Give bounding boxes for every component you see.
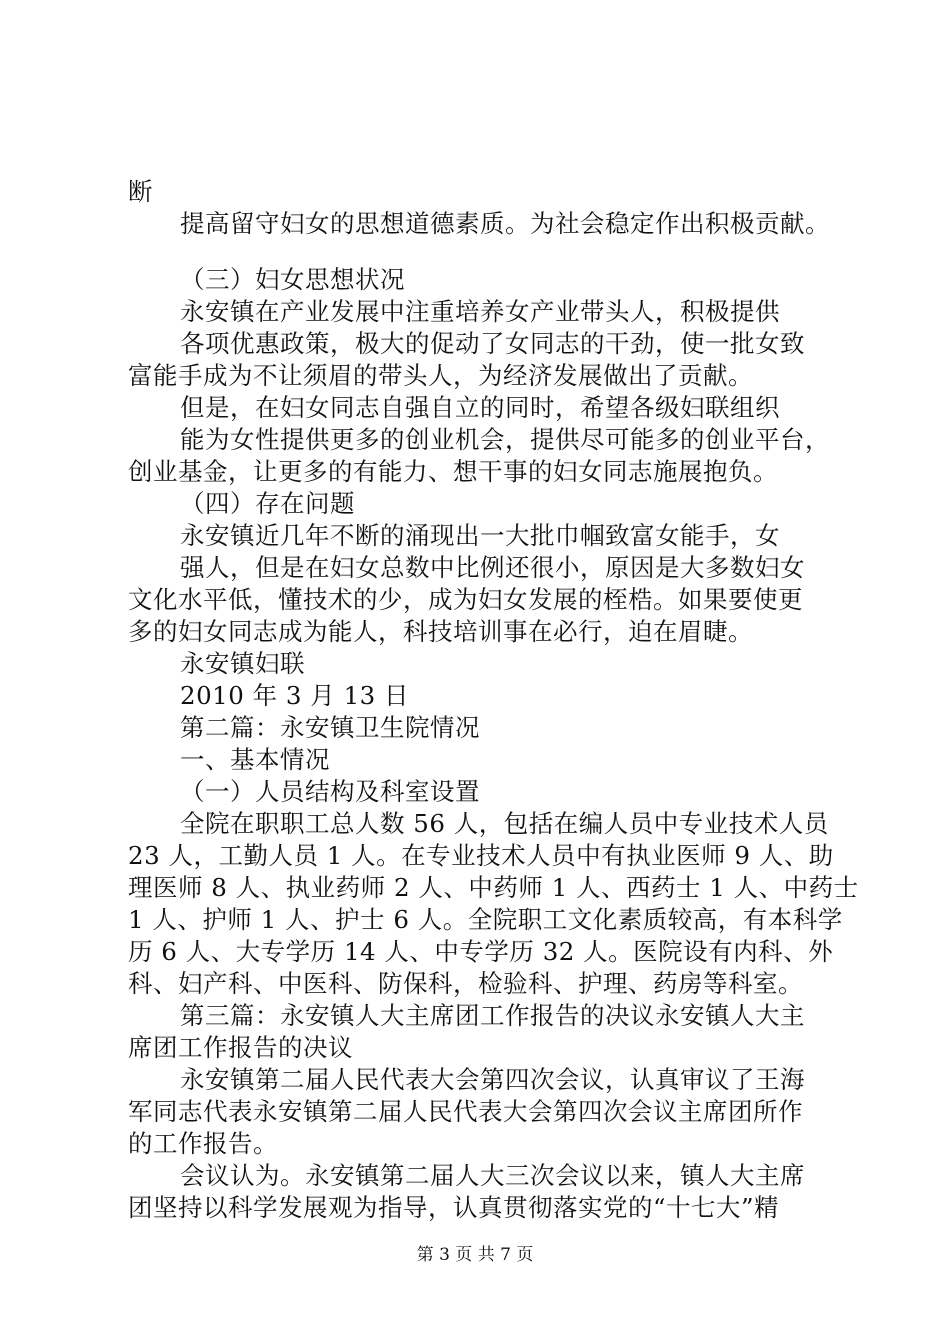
section-heading: （三）妇女思想状况 (180, 265, 405, 294)
text-line: 富能手成为不让须眉的带头人，为经济发展做出了贡献。 (128, 361, 753, 390)
text-line: 文化水平低，懂技术的少，成为妇女发展的桎梏。如果要使更 (128, 585, 803, 614)
text-line: 会议认为。永安镇第二届人大三次会议以来，镇人大主席 (180, 1161, 805, 1190)
text-line: 历 6 人、大专学历 14 人、中专学历 32 人。医院设有内科、外 (128, 937, 834, 966)
text-line: 但是，在妇女同志自强自立的同时，希望各级妇联组织 (180, 393, 780, 422)
section-heading: （四）存在问题 (180, 489, 355, 518)
section-heading: （一）人员结构及科室设置 (180, 777, 480, 806)
chapter-title: 第二篇：永安镇卫生院情况 (180, 713, 480, 742)
text-line: 各项优惠政策，极大的促动了女同志的干劲，使一批女致 (180, 329, 805, 358)
text-line: 团坚持以科学发展观为指导，认真贯彻落实党的“十七大”精 (128, 1193, 780, 1222)
text-line: 断 (128, 177, 153, 206)
text-line: 科、妇产科、中医科、防保科，检验科、护理、药房等科室。 (128, 969, 803, 998)
text-line: 永安镇在产业发展中注重培养女产业带头人，积极提供 (180, 297, 780, 326)
signature-org: 永安镇妇联 (180, 649, 305, 678)
page-footer: 第 3 页 共 7 页 (416, 1245, 534, 1265)
signature-date: 2010 年 3 月 13 日 (180, 681, 410, 710)
section-heading: 一、基本情况 (180, 745, 330, 774)
chapter-title: 第三篇：永安镇人大主席团工作报告的决议永安镇人大主 (180, 1001, 805, 1030)
text-line: 能为女性提供更多的创业机会，提供尽可能多的创业平台， (180, 425, 830, 454)
text-line: 永安镇近几年不断的涌现出一大批巾帼致富女能手，女 (180, 521, 780, 550)
chapter-title: 席团工作报告的决议 (128, 1033, 353, 1062)
text-line: 全院在职职工总人数 56 人，包括在编人员中专业技术人员 (180, 809, 829, 838)
text-line: 理医师 8 人、执业药师 2 人、中药师 1 人、西药士 1 人、中药士 (128, 873, 859, 902)
text-line: 多的妇女同志成为能人，科技培训事在必行，迫在眉睫。 (128, 617, 753, 646)
text-line: 永安镇第二届人民代表大会第四次会议，认真审议了王海 (180, 1065, 805, 1094)
text-line: 创业基金，让更多的有能力、想干事的妇女同志施展抱负。 (128, 457, 778, 486)
text-line: 23 人，工勤人员 1 人。在专业技术人员中有执业医师 9 人、助 (128, 841, 834, 870)
text-line: 1 人、护师 1 人、护士 6 人。全院职工文化素质较高，有本科学 (128, 905, 843, 934)
text-line: 的工作报告。 (128, 1129, 278, 1158)
text-line: 强人，但是在妇女总数中比例还很小，原因是大多数妇女 (180, 553, 805, 582)
text-line: 军同志代表永安镇第二届人民代表大会第四次会议主席团所作 (128, 1097, 803, 1126)
text-line: 提高留守妇女的思想道德素质。为社会稳定作出积极贡献。 (180, 209, 830, 238)
